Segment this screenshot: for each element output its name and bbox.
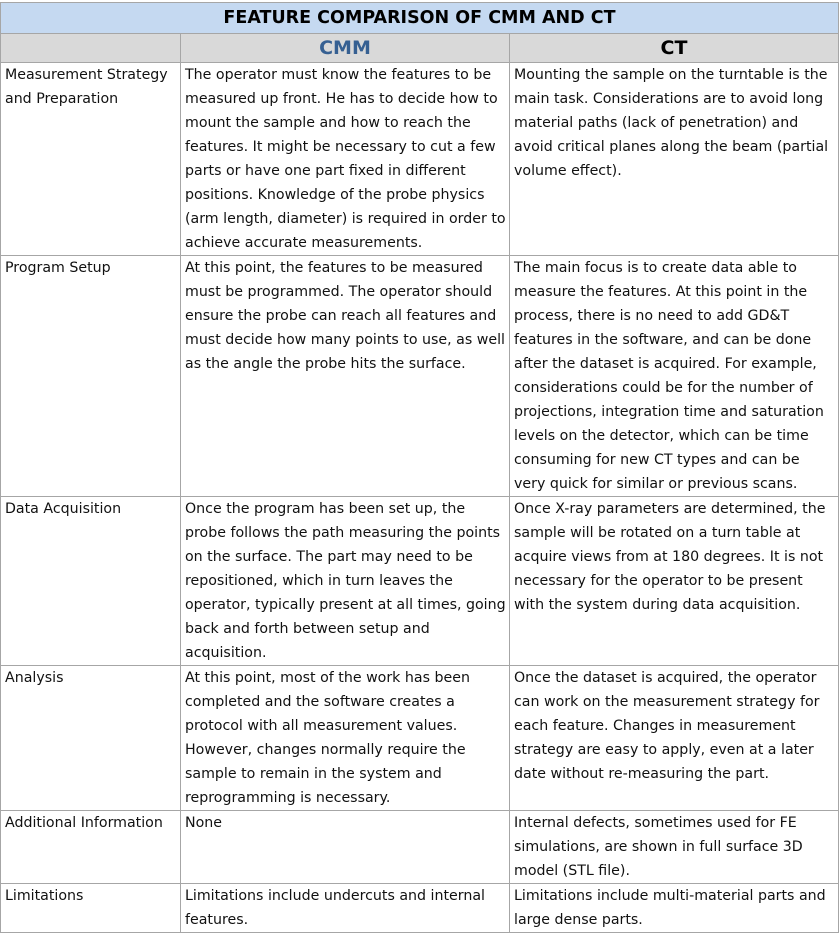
row-label: Analysis (1, 666, 181, 811)
ct-cell: Internal defects, sometimes used for FE simulations, are shown in full surface 3D model (STL file). (510, 811, 839, 884)
ct-cell: Limitations include multi-material parts and large dense parts. (510, 884, 839, 933)
row-label: Program Setup (1, 256, 181, 497)
row-label: Data Acquisition (1, 497, 181, 666)
cmm-cell: At this point, the features to be measured must be programmed. The operator should ensure the probe can reach all features and must decide how many points to use, as well as the angle the probe hits the surface. (181, 256, 510, 497)
ct-cell: Mounting the sample on the turntable is the main task. Considerations are to avoid long material paths (lack of penetration) and avoid critical planes along the beam (partial volume effect). (510, 63, 839, 256)
ct-cell: Once the dataset is acquired, the operator can work on the measurement strategy for each feature. Changes in measurement strategy are easy to apply, even at a later date without re-measuring the part. (510, 666, 839, 811)
table-row (1, 666, 839, 811)
cmm-cell: At this point, most of the work has been completed and the software creates a protocol with all measurement values. However, changes normally require the sample to remain in the system and reprogramming is necessary. (181, 666, 510, 811)
cmm-cell: Once the program has been set up, the probe follows the path measuring the points on the surface. The part may need to be repositioned, which in turn leaves the operator, typically present at all times, going back and forth between setup and acquisition. (181, 497, 510, 666)
cmm-cell: Limitations include undercuts and internal features. (181, 884, 510, 933)
row-label: Additional Information (1, 811, 181, 884)
table-row (1, 811, 839, 884)
ct-cell: Once X-ray parameters are determined, the sample will be rotated on a turn table at acquire views from at 180 degrees. It is not necessary for the operator to be present with the system during data acquisition. (510, 497, 839, 666)
table-title: FEATURE COMPARISON OF CMM AND CT (1, 3, 839, 34)
title-row (1, 3, 839, 34)
cmm-cell: None (181, 811, 510, 884)
table-row (1, 63, 839, 256)
cmm-cell: The operator must know the features to be measured up front. He has to decide how to mount the sample and how to reach the features. It might be necessary to cut a few parts or have one part fixed in different positions. Knowledge of the probe physics (arm length, diameter) is required in order to achieve accurate measurements. (181, 63, 510, 256)
row-label: Measurement Strategy and Preparation (1, 63, 181, 256)
ct-cell: The main focus is to create data able to measure the features. At this point in the process, there is no need to add GD&T features in the software, and can be done after the dataset is acquired. For example, considerations could be for the number of projections, integration time and saturation levels on the detector, which can be time consuming for new CT types and can be very quick for similar or previous scans. (510, 256, 839, 497)
header-row (1, 34, 839, 63)
table-row (1, 497, 839, 666)
header-cmm: CMM (181, 34, 510, 63)
row-label: Limitations (1, 884, 181, 933)
table-row (1, 884, 839, 933)
header-blank-cell (1, 34, 181, 63)
comparison-table (0, 2, 839, 933)
table-row (1, 256, 839, 497)
header-ct: CT (510, 34, 839, 63)
